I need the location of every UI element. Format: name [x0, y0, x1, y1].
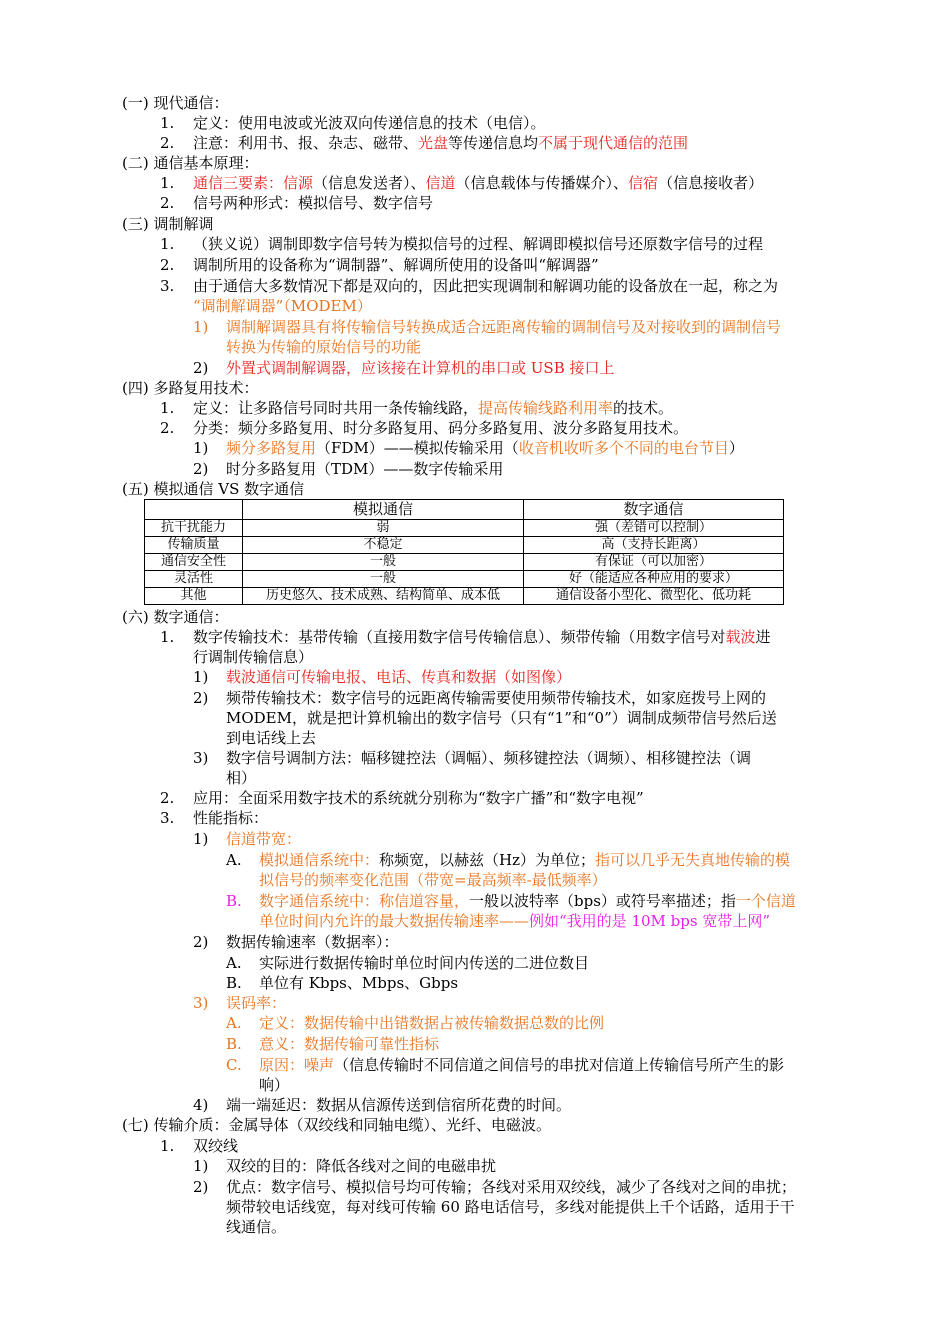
sublist-item: 调制解调器具有将传输信号转换成适合远距离传输的调制信号及对接收到的调制信号	[226, 318, 782, 336]
list-number: 2.	[160, 194, 175, 212]
sublist-item: 误码率：	[226, 994, 287, 1012]
sublist-item: 端一端延迟：数据从信源传送到信宿所花费的时间。	[226, 1096, 572, 1114]
table-row	[145, 571, 784, 588]
list-item-continuation: 行调制传输信息）	[193, 648, 314, 666]
sublist-number: 4)	[193, 1096, 209, 1114]
table-cell: 强（差错可以控制）	[524, 520, 784, 537]
sublist-item: 载波通信可传输电报、电话、传真和数据（如图像）	[226, 668, 572, 686]
sublist-item-continuation: 相）	[226, 769, 257, 787]
subsublist-item-continuation: 响）	[259, 1076, 290, 1094]
table-header-cell	[145, 500, 243, 520]
sublist-number: 1)	[193, 439, 209, 457]
subsublist-letter: A.	[226, 1014, 242, 1032]
list-number: 1.	[160, 1137, 175, 1155]
table-row	[145, 520, 784, 537]
list-item: （狭义说）调制即数字信号转为模拟信号的过程、解调即模拟信号还原数字信号的过程	[193, 235, 764, 253]
sublist-item: 频分多路复用（FDM）——模拟传输采用（收音机收听多个不同的电台节目）	[226, 439, 744, 457]
sublist-item-continuation: 到电话线上去	[226, 729, 317, 747]
sublist-number: 2)	[193, 689, 209, 707]
list-item: 分类：频分多路复用、时分多路复用、码分多路复用、波分多路复用技术。	[193, 419, 689, 437]
table-header-cell: 数字通信	[524, 500, 784, 520]
subsublist-item: 意义：数据传输可靠性指标	[259, 1035, 440, 1053]
table-cell: 通信安全性	[145, 554, 243, 571]
sublist-number: 2)	[193, 1178, 209, 1196]
list-number: 1.	[160, 114, 175, 132]
list-item: 数字传输技术：基带传输（直接用数字信号传输信息）、频带传输（用数字信号对载波进	[193, 628, 771, 646]
subsublist-letter: A.	[226, 851, 242, 869]
list-item: 性能指标：	[193, 809, 269, 827]
sublist-number: 2)	[193, 933, 209, 951]
sublist-item-continuation: 转换为传输的原始信号的功能	[226, 338, 422, 356]
table-header-cell: 模拟通信	[243, 500, 524, 520]
subsublist-letter: B.	[226, 892, 242, 910]
list-item-continuation: “调制解调器”（MODEM）	[193, 297, 372, 315]
table-cell: 一般	[243, 571, 524, 588]
sublist-number: 1)	[193, 1157, 209, 1175]
list-number: 2.	[160, 134, 175, 152]
table-cell: 不稳定	[243, 537, 524, 554]
sublist-number: 1)	[193, 668, 209, 686]
subsublist-letter: A.	[226, 954, 242, 972]
table-row	[145, 554, 784, 571]
subsublist-item: 模拟通信系统中：称频宽，以赫兹（Hz）为单位；指可以几乎无失真地传输的模	[259, 851, 791, 869]
list-item: 定义：让多路信号同时共用一条传输线路，提高传输线路利用率的技术。	[193, 399, 674, 417]
section-5-heading: (五) 模拟通信 VS 数字通信	[122, 480, 305, 498]
table-cell: 传输质量	[145, 537, 243, 554]
table-cell: 灵活性	[145, 571, 243, 588]
sublist-item: 优点：数字信号、模拟信号均可传输；各线对采用双绞线，减少了各线对之间的串扰；	[226, 1178, 797, 1196]
sublist-number: 3)	[193, 994, 209, 1012]
list-number: 3.	[160, 809, 175, 827]
comparison-table	[144, 499, 784, 605]
sublist-item: 数字信号调制方法：幅移键控法（调幅）、频移键控法（调频）、相移键控法（调	[226, 749, 752, 767]
sublist-item-continuation: MODEM，就是把计算机输出的数字信号（只有“1”和“0”）调制成频带信号然后送	[226, 709, 777, 727]
list-item: 由于通信大多数情况下都是双向的，因此把实现调制和解调功能的设备放在一起，称之为	[193, 277, 779, 295]
section-6-heading: (六) 数字通信：	[122, 608, 229, 626]
subsublist-item: 数字通信系统中：称信道容量，一般以波特率（bps）或符号率描述；指一个信道	[259, 892, 796, 910]
list-number: 1.	[160, 628, 175, 646]
subsublist-letter: B.	[226, 1035, 242, 1053]
subsublist-item: 实际进行数据传输时单位时间内传送的二进位数目	[259, 954, 590, 972]
table-cell: 好（能适应各种应用的要求）	[524, 571, 784, 588]
list-item: 注意：利用书、报、杂志、磁带、光盘等传递信息均不属于现代通信的范围	[193, 134, 689, 152]
list-item: 通信三要素：信源（信息发送者）、信道（信息载体与传播媒介）、信宿（信息接收者）	[193, 174, 764, 192]
section-2-heading: (二) 通信基本原理：	[122, 154, 259, 172]
table-row	[145, 537, 784, 554]
table-cell: 弱	[243, 520, 524, 537]
subsublist-item: 单位有 Kbps、Mbps、Gbps	[259, 974, 459, 992]
section-7-heading: (七) 传输介质：金属导体（双绞线和同轴电缆）、光纤、电磁波。	[122, 1116, 551, 1134]
list-item: 调制所用的设备称为“调制器”、解调所使用的设备叫“解调器”	[193, 256, 599, 274]
section-3-heading: (三) 调制解调	[122, 215, 214, 233]
sublist-item: 数据传输速率（数据率）：	[226, 933, 399, 951]
list-item: 信号两种形式：模拟信号、数字信号	[193, 194, 434, 212]
sublist-number: 2)	[193, 359, 209, 377]
table-cell: 有保证（可以加密）	[524, 554, 784, 571]
sublist-number: 1)	[193, 318, 209, 336]
table-cell: 抗干扰能力	[145, 520, 243, 537]
highlight-text: 不属于现代通信的范围	[538, 134, 689, 152]
subsublist-item-continuation: 单位时间内允许的最大数据传输速率——例如“我用的是 10M bps 宽带上网”	[259, 912, 771, 930]
sublist-item: 信道带宽：	[226, 830, 302, 848]
section-1-heading: (一) 现代通信：	[122, 94, 229, 112]
sublist-number: 1)	[193, 830, 209, 848]
highlight-text: 光盘	[418, 134, 449, 152]
list-number: 1.	[160, 235, 175, 253]
subsublist-item: 原因：噪声（信息传输时不同信道之间信号的串扰对信道上传输信号所产生的影	[259, 1056, 785, 1074]
table-cell: 高（支持长距离）	[524, 537, 784, 554]
table-cell: 其他	[145, 588, 243, 605]
list-number: 2.	[160, 256, 175, 274]
list-number: 2.	[160, 419, 175, 437]
list-number: 1.	[160, 174, 175, 192]
sublist-item: 双绞的目的：降低各线对之间的电磁串扰	[226, 1157, 497, 1175]
subsublist-letter: C.	[226, 1056, 242, 1074]
sublist-item-continuation: 线通信。	[226, 1218, 287, 1236]
sublist-number: 3)	[193, 749, 209, 767]
list-item: 双绞线	[193, 1137, 239, 1155]
list-number: 1.	[160, 399, 175, 417]
sublist-item: 频带传输技术：数字信号的远距离传输需要使用频带传输技术，如家庭拨号上网的	[226, 689, 767, 707]
subsublist-letter: B.	[226, 974, 242, 992]
sublist-item: 外置式调制解调器，应该接在计算机的串口或 USB 接口上	[226, 359, 615, 377]
table-cell: 一般	[243, 554, 524, 571]
table-row	[145, 588, 784, 605]
list-item: 应用：全面采用数字技术的系统就分别称为“数字广播”和“数字电视”	[193, 789, 644, 807]
subsublist-item: 定义：数据传输中出错数据占被传输数据总数的比例	[259, 1014, 605, 1032]
subsublist-item-continuation: 拟信号的频率变化范围（带宽=最高频率-最低频率）	[259, 871, 607, 889]
table-cell: 通信设备小型化、微型化、低功耗	[524, 588, 784, 605]
sublist-item-continuation: 频带较电话线宽，每对线可传输 60 路电话信号，多线对能提供上千个话路，适用于干	[226, 1198, 795, 1216]
sublist-number: 2)	[193, 460, 209, 478]
table-header-row	[145, 500, 784, 520]
list-item: 定义：使用电波或光波双向传递信息的技术（电信）。	[193, 114, 546, 132]
list-number: 3.	[160, 277, 175, 295]
section-4-heading: (四) 多路复用技术：	[122, 379, 259, 397]
list-number: 2.	[160, 789, 175, 807]
table-cell: 历史悠久、技术成熟、结构简单、成本低	[243, 588, 524, 605]
sublist-item: 时分多路复用（TDM）——数字传输采用	[226, 460, 504, 478]
